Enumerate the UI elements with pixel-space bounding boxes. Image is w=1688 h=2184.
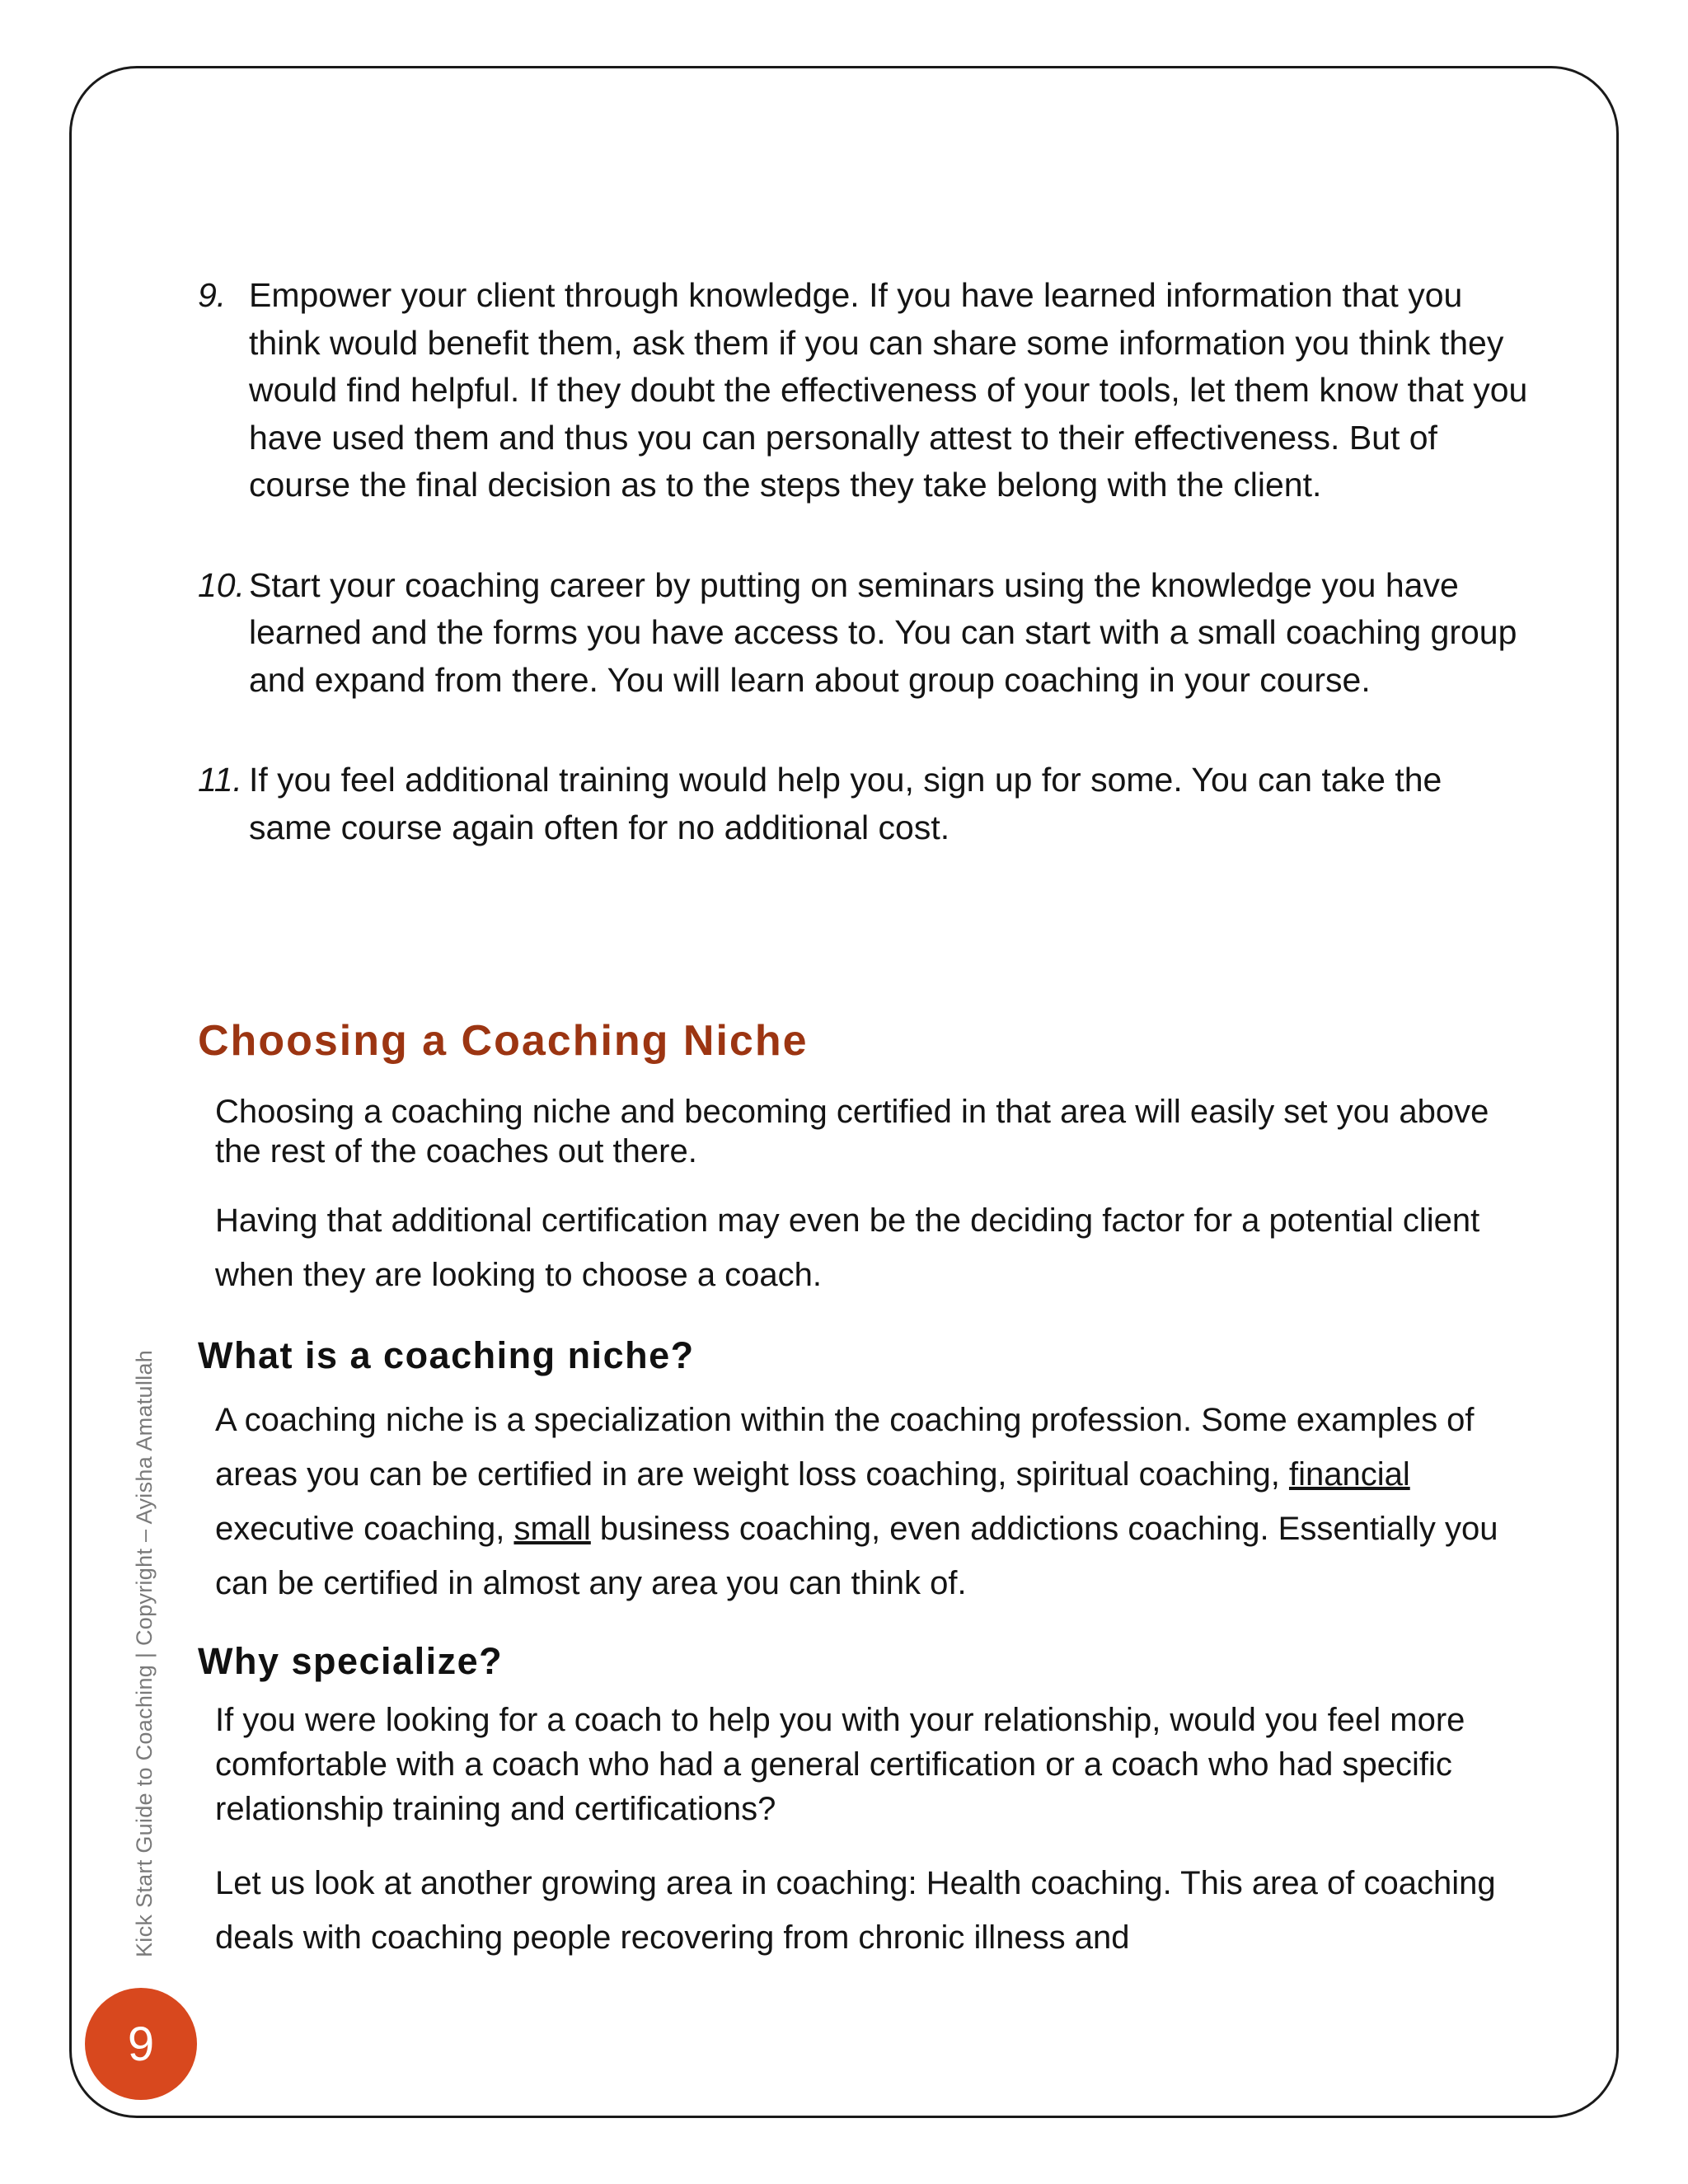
subheading-specialize: Why specialize? bbox=[198, 1640, 504, 1682]
list-item bbox=[198, 757, 1533, 851]
section-paragraph: Having that additional certification may even be the deciding factor for a potential client when they are looking to choose a coach. bbox=[215, 1202, 1480, 1293]
specialize-paragraph: Let us look at another growing area in coaching: Health coaching. This area of coaching deals with coaching people recovering from chronic illness and bbox=[215, 1865, 1496, 1956]
list-item-number: 9. bbox=[198, 276, 227, 314]
underlined-financial: financial bbox=[1288, 1456, 1410, 1493]
list-item bbox=[198, 272, 1533, 509]
list-item-number: 11. bbox=[198, 761, 242, 799]
sidebar-copyright: Kick Start Guide to Coaching | Copyright – Ayisha Amatullah bbox=[132, 1349, 157, 1957]
list-item bbox=[198, 562, 1533, 705]
subheading-niche: What is a coaching niche? bbox=[198, 1334, 695, 1376]
niche-paragraph: A coaching niche is a specialization within the coaching profession. Some examples of areas you can be certified in are weight loss coaching, spiritual coaching, financial executive coaching, small business coaching, even addictions coaching. Essentially you can be certified in almost any area you can think of. bbox=[215, 1402, 1498, 1601]
section-paragraph: Choosing a coaching niche and becoming certified in that area will easily set you above the rest of the coaches out there. bbox=[215, 1094, 1489, 1169]
list-item-text: If you feel additional training would help you, sign up for some. You can take the same course again often for no additional cost. bbox=[249, 761, 1442, 846]
list-item-text: Empower your client through knowledge. If you have learned information that you think would benefit them, ask them if you can share some information you think they would find helpful. If they doubt the effectiveness of your tools, let them know that you have used them and thus you can personally attest to their effectiveness. But of course the final decision as to the steps they take belong with the client. bbox=[249, 276, 1528, 504]
page-number-badge: 9 bbox=[85, 1988, 197, 2100]
specialize-paragraph: If you were looking for a coach to help you with your relationship, would you feel more comfortable with a coach who had a general certification or a coach who had specific relationship training and certifications? bbox=[215, 1702, 1465, 1827]
list-item-text: Start your coaching career by putting on seminars using the knowledge you have learned and the forms you have access to. You can start with a small coaching group and expand from there. You will learn about group coaching in your course. bbox=[249, 565, 1517, 699]
underlined-small: small bbox=[513, 1511, 591, 1547]
section-heading: Choosing a Coaching Niche bbox=[198, 1017, 809, 1065]
list-item-number: 10. bbox=[198, 565, 245, 604]
numbered-list bbox=[198, 272, 1533, 851]
